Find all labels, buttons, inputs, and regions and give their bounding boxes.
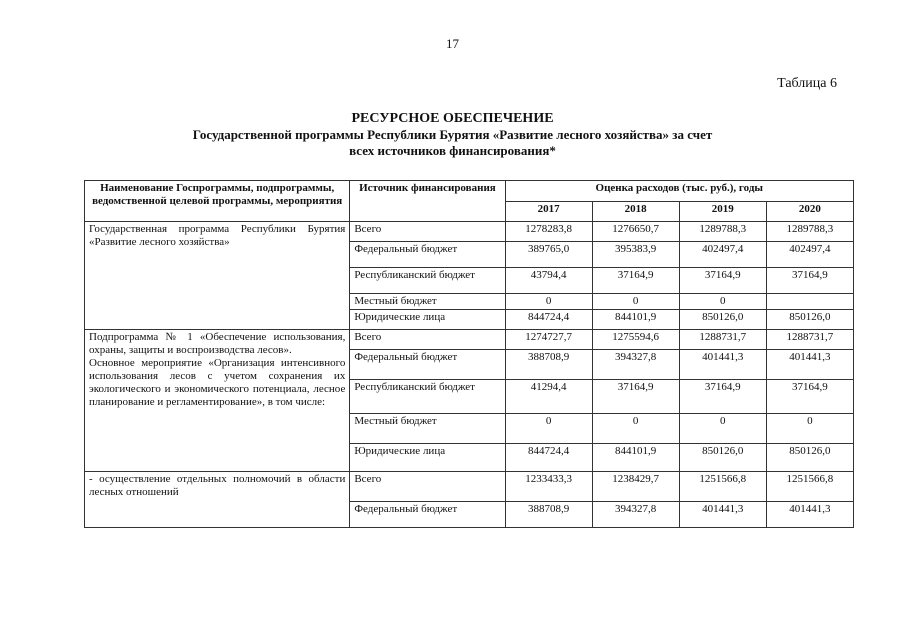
source-cell: Всего bbox=[350, 222, 505, 242]
source-cell: Местный бюджет bbox=[350, 414, 505, 444]
program-name-cell: Государственная программа Республики Бурятия «Развитие лесного хозяйства» bbox=[85, 222, 350, 330]
resource-table bbox=[84, 180, 854, 528]
header-year: 2020 bbox=[766, 201, 853, 222]
value-cell: 0 bbox=[679, 294, 766, 310]
value-cell: 394327,8 bbox=[592, 502, 679, 528]
value-cell: 1233433,3 bbox=[505, 472, 592, 502]
activity-name-cell: - осуществление отдельных полномочий в области лесных отношений bbox=[85, 472, 350, 528]
main-activity-title: Основное мероприятие «Организация интенсивного использования лесов с учетом сохранения их экологического и экономического потенциала, лесное планирование и регламентирование», в том числе: bbox=[89, 357, 346, 408]
source-cell: Местный бюджет bbox=[350, 294, 505, 310]
source-cell: Республиканский бюджет bbox=[350, 268, 505, 294]
value-cell: 402497,4 bbox=[766, 242, 853, 268]
subprogram-name-cell bbox=[85, 330, 350, 472]
header-source: Источник финансирования bbox=[350, 181, 505, 222]
value-cell: 401441,3 bbox=[766, 350, 853, 380]
source-cell: Федеральный бюджет bbox=[350, 242, 505, 268]
source-cell: Республиканский бюджет bbox=[350, 380, 505, 414]
value-cell: 850126,0 bbox=[679, 310, 766, 330]
value-cell: 1275594,6 bbox=[592, 330, 679, 350]
value-cell: 37164,9 bbox=[766, 268, 853, 294]
subprogram-title: Подпрограмма № 1 «Обеспечение использования, охраны, защиты и воспроизводства лесов». bbox=[89, 331, 346, 356]
page-number: 17 bbox=[446, 36, 459, 51]
table-header-row bbox=[85, 181, 854, 202]
table-label: Таблица 6 bbox=[777, 76, 837, 91]
value-cell: 37164,9 bbox=[766, 380, 853, 414]
value-cell: 402497,4 bbox=[679, 242, 766, 268]
source-cell: Юридические лица bbox=[350, 310, 505, 330]
value-cell: 0 bbox=[766, 414, 853, 444]
value-cell: 401441,3 bbox=[679, 350, 766, 380]
value-cell: 388708,9 bbox=[505, 350, 592, 380]
value-cell: 43794,4 bbox=[505, 268, 592, 294]
source-cell: Юридические лица bbox=[350, 444, 505, 472]
value-cell: 394327,8 bbox=[592, 350, 679, 380]
value-cell: 388708,9 bbox=[505, 502, 592, 528]
value-cell: 850126,0 bbox=[766, 444, 853, 472]
value-cell: 0 bbox=[505, 414, 592, 444]
document-title: РЕСУРСНОЕ ОБЕСПЕЧЕНИЕ bbox=[351, 111, 554, 126]
value-cell: 401441,3 bbox=[766, 502, 853, 528]
header-estimate: Оценка расходов (тыс. руб.), годы bbox=[505, 181, 853, 202]
value-cell: 1288731,7 bbox=[679, 330, 766, 350]
value-cell: 401441,3 bbox=[679, 502, 766, 528]
value-cell: 1289788,3 bbox=[679, 222, 766, 242]
value-cell: 41294,4 bbox=[505, 380, 592, 414]
value-cell: 1289788,3 bbox=[766, 222, 853, 242]
value-cell: 37164,9 bbox=[679, 380, 766, 414]
value-cell: 844101,9 bbox=[592, 444, 679, 472]
table-row bbox=[85, 222, 854, 242]
value-cell: 1251566,8 bbox=[766, 472, 853, 502]
value-cell: 37164,9 bbox=[592, 380, 679, 414]
value-cell: 1288731,7 bbox=[766, 330, 853, 350]
value-cell: 844724,4 bbox=[505, 444, 592, 472]
document-subtitle-line2: всех источников финансирования* bbox=[349, 143, 556, 158]
source-cell: Всего bbox=[350, 472, 505, 502]
value-cell bbox=[766, 294, 853, 310]
table-row bbox=[85, 330, 854, 350]
header-name: Наименование Госпрограммы, подпрограммы, ведомственной целевой программы, мероприятия bbox=[85, 181, 350, 222]
value-cell: 37164,9 bbox=[592, 268, 679, 294]
value-cell: 0 bbox=[592, 414, 679, 444]
value-cell: 844101,9 bbox=[592, 310, 679, 330]
header-year: 2018 bbox=[592, 201, 679, 222]
value-cell: 844724,4 bbox=[505, 310, 592, 330]
source-cell: Всего bbox=[350, 330, 505, 350]
value-cell: 1251566,8 bbox=[679, 472, 766, 502]
value-cell: 0 bbox=[679, 414, 766, 444]
header-year: 2017 bbox=[505, 201, 592, 222]
header-year: 2019 bbox=[679, 201, 766, 222]
value-cell: 1274727,7 bbox=[505, 330, 592, 350]
value-cell: 1278283,8 bbox=[505, 222, 592, 242]
value-cell: 1238429,7 bbox=[592, 472, 679, 502]
value-cell: 37164,9 bbox=[679, 268, 766, 294]
value-cell: 0 bbox=[505, 294, 592, 310]
value-cell: 0 bbox=[592, 294, 679, 310]
value-cell: 395383,9 bbox=[592, 242, 679, 268]
value-cell: 850126,0 bbox=[679, 444, 766, 472]
title-block bbox=[0, 110, 905, 159]
value-cell: 1276650,7 bbox=[592, 222, 679, 242]
value-cell: 850126,0 bbox=[766, 310, 853, 330]
source-cell: Федеральный бюджет bbox=[350, 502, 505, 528]
source-cell: Федеральный бюджет bbox=[350, 350, 505, 380]
table-row bbox=[85, 472, 854, 502]
value-cell: 389765,0 bbox=[505, 242, 592, 268]
document-subtitle-line1: Государственной программы Республики Бурятия «Развитие лесного хозяйства» за счет bbox=[192, 127, 713, 142]
